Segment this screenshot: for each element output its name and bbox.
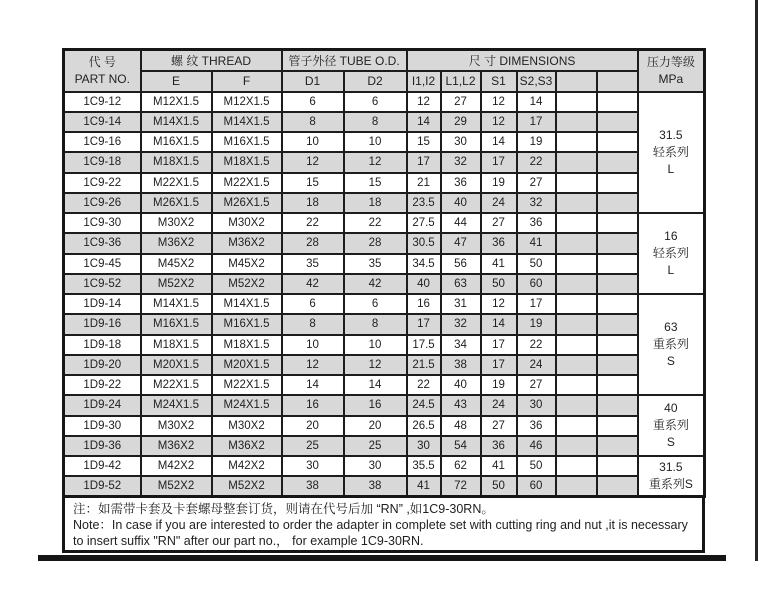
empty-cell [556, 335, 597, 355]
table-cell: 17 [517, 294, 556, 314]
table-cell: 10 [282, 132, 344, 152]
table-cell: 17 [481, 335, 517, 355]
table-cell: M52X2 [141, 274, 212, 294]
empty-cell [556, 213, 597, 233]
table-row [64, 436, 705, 456]
table-cell: M30X2 [141, 416, 212, 436]
table-cell: M52X2 [141, 476, 212, 496]
table-cell: 30 [407, 436, 441, 456]
table-cell: M18X1.5 [141, 152, 212, 172]
table-cell: 36 [441, 173, 481, 193]
table-row [64, 132, 705, 152]
table-cell: M52X2 [212, 476, 282, 496]
table-cell: 17 [407, 152, 441, 172]
table-cell: 50 [481, 274, 517, 294]
table-cell: 10 [344, 132, 407, 152]
table-row [64, 395, 705, 415]
table-row [64, 274, 705, 294]
empty-cell [597, 233, 638, 253]
table-cell: 1C9-18 [64, 152, 141, 172]
table-cell: 8 [282, 112, 344, 132]
table-cell: 41 [517, 233, 556, 253]
table-cell: 54 [441, 436, 481, 456]
empty-cell [556, 294, 597, 314]
table-cell: M18X1.5 [212, 335, 282, 355]
table-cell: M26X1.5 [212, 193, 282, 213]
header-col-e: E [141, 71, 212, 92]
table-cell: 40 [407, 274, 441, 294]
table-row [64, 213, 705, 233]
pressure-rating-cell [638, 456, 705, 497]
pressure-rating-line: 重系列 [652, 337, 689, 352]
empty-cell [597, 112, 638, 132]
table-cell: M30X2 [212, 213, 282, 233]
table-cell: 27 [517, 375, 556, 395]
pressure-rating-line: L [667, 161, 675, 176]
table-cell: 30 [282, 456, 344, 476]
empty-cell [556, 395, 597, 415]
header-col-blank-1 [556, 71, 597, 92]
empty-cell [597, 375, 638, 395]
table-cell: 32 [441, 314, 481, 334]
pressure-rating-line: L [667, 263, 675, 277]
pressure-rating-line: S [666, 354, 675, 369]
table-cell: 38 [441, 355, 481, 375]
table-cell: 56 [441, 254, 481, 274]
empty-cell [556, 254, 597, 274]
table-row [64, 375, 705, 395]
table-cell: M16X1.5 [141, 314, 212, 334]
table-cell: 14 [282, 375, 344, 395]
table-cell: 1D9-30 [64, 416, 141, 436]
table-cell: 14 [517, 92, 556, 112]
table-cell: M22X1.5 [212, 375, 282, 395]
table-cell: 19 [517, 132, 556, 152]
table-cell: 1C9-12 [64, 92, 141, 112]
empty-cell [556, 173, 597, 193]
table-cell: 30 [517, 395, 556, 415]
table-cell: 17 [517, 112, 556, 132]
table-cell: 27 [517, 173, 556, 193]
table-cell: M14X1.5 [141, 294, 212, 314]
table-cell: 12 [407, 92, 441, 112]
spec-table-body [64, 92, 705, 497]
table-cell: 72 [441, 476, 481, 496]
empty-cell [597, 355, 638, 375]
table-row [64, 294, 705, 314]
table-cell: 41 [407, 476, 441, 496]
table-cell: 1D9-36 [64, 436, 141, 456]
table-row [64, 173, 705, 193]
empty-cell [556, 193, 597, 213]
table-cell: 50 [517, 456, 556, 476]
table-cell: M36X2 [212, 436, 282, 456]
table-cell: M22X1.5 [141, 173, 212, 193]
empty-cell [597, 456, 638, 476]
table-cell: 24 [481, 193, 517, 213]
empty-cell [556, 233, 597, 253]
table-cell: 16 [282, 395, 344, 415]
table-row [64, 233, 705, 253]
table-cell: 42 [344, 274, 407, 294]
empty-cell [597, 92, 638, 112]
header-part-no-zh: 代 号 [88, 54, 116, 69]
table-cell: 1C9-45 [64, 254, 141, 274]
empty-cell [556, 274, 597, 294]
table-cell: M16X1.5 [212, 132, 282, 152]
pressure-rating-line: 63 [664, 320, 678, 335]
header-col-d1: D1 [282, 71, 344, 92]
table-cell: 17.5 [407, 335, 441, 355]
empty-cell [597, 436, 638, 456]
table-cell: 17 [407, 314, 441, 334]
table-cell: 20 [344, 416, 407, 436]
table-cell: 12 [481, 294, 517, 314]
table-cell: 23.5 [407, 193, 441, 213]
table-cell: M22X1.5 [141, 375, 212, 395]
table-cell: 41 [481, 456, 517, 476]
table-cell: 24 [481, 395, 517, 415]
table-cell: M24X1.5 [212, 395, 282, 415]
pressure-rating-line: 40 [664, 401, 678, 416]
table-cell: 32 [441, 152, 481, 172]
pressure-rating-line: 重系列S [648, 477, 693, 491]
table-cell: M22X1.5 [212, 173, 282, 193]
header-col-s1: S1 [481, 71, 517, 92]
table-cell: 14 [344, 375, 407, 395]
header-col-l1l2: L1,L2 [441, 71, 481, 92]
table-cell: 1D9-22 [64, 375, 141, 395]
table-row [64, 152, 705, 172]
table-cell: M24X1.5 [141, 395, 212, 415]
table-cell: 25 [282, 436, 344, 456]
table-cell: 46 [517, 436, 556, 456]
header-col-d2: D2 [344, 71, 407, 92]
table-cell: 60 [517, 274, 556, 294]
empty-cell [597, 395, 638, 415]
table-cell: 12 [481, 92, 517, 112]
table-cell: 48 [441, 416, 481, 436]
empty-cell [597, 173, 638, 193]
table-cell: M45X2 [141, 254, 212, 274]
table-cell: 35 [282, 254, 344, 274]
table-cell: 22 [517, 152, 556, 172]
table-cell: 1C9-14 [64, 112, 141, 132]
table-cell: 36 [481, 436, 517, 456]
table-cell: 8 [344, 314, 407, 334]
table-cell: 1C9-26 [64, 193, 141, 213]
pressure-rating-cell [638, 294, 705, 395]
table-cell: M42X2 [141, 456, 212, 476]
header-thread: 螺 纹 THREAD [141, 50, 282, 71]
table-cell: 1C9-16 [64, 132, 141, 152]
table-cell: 29 [441, 112, 481, 132]
table-cell: 15 [344, 173, 407, 193]
table-cell: 60 [517, 476, 556, 496]
table-cell: 19 [481, 375, 517, 395]
header-col-f: F [212, 71, 282, 92]
table-cell: 42 [282, 274, 344, 294]
table-cell: 8 [282, 314, 344, 334]
footer-rule [38, 555, 726, 561]
table-cell: 36 [481, 233, 517, 253]
table-cell: 10 [344, 335, 407, 355]
table-cell: 1C9-52 [64, 274, 141, 294]
table-cell: 16 [344, 395, 407, 415]
table-cell: 38 [344, 476, 407, 496]
table-cell: M14X1.5 [141, 112, 212, 132]
table-cell: 22 [517, 335, 556, 355]
table-cell: 27 [481, 213, 517, 233]
table-cell: M20X1.5 [212, 355, 282, 375]
table-cell: 12 [344, 355, 407, 375]
table-cell: 6 [344, 92, 407, 112]
table-cell: M12X1.5 [212, 92, 282, 112]
table-cell: 14 [407, 112, 441, 132]
table-cell: 15 [407, 132, 441, 152]
table-cell: 20 [282, 416, 344, 436]
table-cell: 12 [344, 152, 407, 172]
table-row [64, 92, 705, 112]
table-cell: M16X1.5 [141, 132, 212, 152]
table-cell: 1D9-42 [64, 456, 141, 476]
table-cell: 36 [517, 416, 556, 436]
table-cell: 24 [517, 355, 556, 375]
table-cell: 22 [282, 213, 344, 233]
note-line-en-1: Note：In case if you are interested to order the adapter in complete set with cutting ring and nut ,it is necessary [73, 518, 688, 532]
table-cell: 40 [441, 193, 481, 213]
table-cell: 30.5 [407, 233, 441, 253]
table-cell: 12 [282, 152, 344, 172]
pressure-rating-line: 重系列 [652, 418, 689, 433]
empty-cell [556, 152, 597, 172]
table-row [64, 416, 705, 436]
spec-table [62, 48, 706, 498]
note-line-en-2: to insert suffix "RN" after our part no.， for example 1C9-30RN. [73, 534, 424, 548]
header-pressure-zh: 压力等级 [646, 54, 695, 69]
table-cell: 43 [441, 395, 481, 415]
table-cell: 1D9-52 [64, 476, 141, 496]
header-col-s2s3: S2,S3 [517, 71, 556, 92]
empty-cell [597, 213, 638, 233]
pressure-rating-line: 轻系列 [652, 246, 689, 260]
table-cell: 1D9-16 [64, 314, 141, 334]
pressure-rating-line: 16 [664, 229, 678, 243]
empty-cell [597, 314, 638, 334]
empty-cell [556, 92, 597, 112]
header-col-blank-2 [597, 71, 638, 92]
empty-cell [597, 416, 638, 436]
table-cell: 17 [481, 355, 517, 375]
table-row [64, 314, 705, 334]
table-cell: M52X2 [212, 274, 282, 294]
table-cell: 26.5 [407, 416, 441, 436]
table-cell: 41 [481, 254, 517, 274]
table-cell: 12 [481, 112, 517, 132]
empty-cell [556, 314, 597, 334]
empty-cell [597, 254, 638, 274]
table-cell: 47 [441, 233, 481, 253]
table-cell: 1D9-20 [64, 355, 141, 375]
table-cell: 19 [517, 314, 556, 334]
table-cell: 1C9-30 [64, 213, 141, 233]
table-cell: 35 [344, 254, 407, 274]
pressure-rating-cell [638, 395, 705, 456]
empty-cell [556, 355, 597, 375]
table-cell: 8 [344, 112, 407, 132]
table-cell: M45X2 [212, 254, 282, 274]
empty-cell [556, 416, 597, 436]
empty-cell [597, 294, 638, 314]
table-cell: 38 [282, 476, 344, 496]
empty-cell [597, 152, 638, 172]
table-cell: 24.5 [407, 395, 441, 415]
table-cell: 22 [407, 375, 441, 395]
header-tube-od: 管子外径 TUBE O.D. [282, 50, 407, 71]
header-pressure-en: MPa [658, 71, 684, 86]
table-cell: 1D9-14 [64, 294, 141, 314]
table-cell: 25 [344, 436, 407, 456]
pressure-rating-line: 31.5 [659, 460, 683, 474]
table-cell: 21 [407, 173, 441, 193]
table-cell: M12X1.5 [141, 92, 212, 112]
table-cell: 34 [441, 335, 481, 355]
table-cell: 16 [407, 294, 441, 314]
header-dimensions: 尺 寸 DIMENSIONS [407, 50, 638, 71]
table-cell: M30X2 [212, 416, 282, 436]
table-cell: M36X2 [212, 233, 282, 253]
table-cell: 21.5 [407, 355, 441, 375]
pressure-rating-cell [638, 92, 705, 214]
table-cell: 40 [441, 375, 481, 395]
note-line-zh: 注：如需带卡套及卡套螺母整套订货，则请在代号后加 “RN” ,如1C9-30RN。 [73, 502, 494, 516]
empty-cell [597, 476, 638, 496]
empty-cell [556, 132, 597, 152]
table-cell: 35.5 [407, 456, 441, 476]
empty-cell [556, 112, 597, 132]
header-col-i1i2: I1,I2 [407, 71, 441, 92]
table-cell: 34.5 [407, 254, 441, 274]
table-cell: 1D9-24 [64, 395, 141, 415]
table-cell: 18 [344, 193, 407, 213]
table-cell: M26X1.5 [141, 193, 212, 213]
table-row [64, 476, 705, 496]
header-pressure [638, 50, 705, 92]
table-cell: 6 [282, 92, 344, 112]
pressure-rating-line: 轻系列 [652, 144, 689, 159]
empty-cell [556, 436, 597, 456]
table-row [64, 193, 705, 213]
table-cell: 28 [282, 233, 344, 253]
table-cell: 17 [481, 152, 517, 172]
empty-cell [597, 335, 638, 355]
table-cell: 14 [481, 314, 517, 334]
table-cell: M18X1.5 [212, 152, 282, 172]
table-row [64, 456, 705, 476]
table-cell: 1C9-36 [64, 233, 141, 253]
table-cell: 1C9-22 [64, 173, 141, 193]
empty-cell [556, 375, 597, 395]
table-cell: 10 [282, 335, 344, 355]
pressure-rating-line: S [666, 435, 675, 450]
table-cell: 15 [282, 173, 344, 193]
table-cell: 12 [282, 355, 344, 375]
table-cell: 27.5 [407, 213, 441, 233]
table-cell: M16X1.5 [212, 314, 282, 334]
table-cell: 1D9-18 [64, 335, 141, 355]
empty-cell [556, 476, 597, 496]
pressure-rating-line: 31.5 [659, 127, 683, 142]
table-cell: M18X1.5 [141, 335, 212, 355]
table-cell: M36X2 [141, 436, 212, 456]
table-row [64, 335, 705, 355]
table-row [64, 355, 705, 375]
table-row [64, 112, 705, 132]
table-cell: 6 [344, 294, 407, 314]
table-cell: 30 [441, 132, 481, 152]
table-cell: 28 [344, 233, 407, 253]
table-cell: 22 [344, 213, 407, 233]
table-cell: M42X2 [212, 456, 282, 476]
table-cell: 32 [517, 193, 556, 213]
table-cell: 50 [517, 254, 556, 274]
table-cell: M14X1.5 [212, 294, 282, 314]
table-cell: M36X2 [141, 233, 212, 253]
table-row [64, 254, 705, 274]
header-part-no-en: PART NO. [74, 71, 130, 86]
table-cell: 14 [481, 132, 517, 152]
empty-cell [597, 274, 638, 294]
note-box [62, 495, 705, 553]
table-cell: 50 [481, 476, 517, 496]
table-cell: 18 [282, 193, 344, 213]
table-cell: M20X1.5 [141, 355, 212, 375]
table-cell: M14X1.5 [212, 112, 282, 132]
empty-cell [556, 456, 597, 476]
table-cell: 63 [441, 274, 481, 294]
table-cell: 36 [517, 213, 556, 233]
page-edge-line [755, 0, 758, 561]
table-cell: 27 [441, 92, 481, 112]
empty-cell [597, 193, 638, 213]
table-cell: 44 [441, 213, 481, 233]
table-cell: 27 [481, 416, 517, 436]
table-cell: 62 [441, 456, 481, 476]
table-cell: 6 [282, 294, 344, 314]
pressure-rating-cell [638, 213, 705, 294]
table-cell: 19 [481, 173, 517, 193]
table-cell: 30 [344, 456, 407, 476]
header-part-no [64, 50, 141, 92]
empty-cell [597, 132, 638, 152]
table-cell: 31 [441, 294, 481, 314]
table-cell: M30X2 [141, 213, 212, 233]
